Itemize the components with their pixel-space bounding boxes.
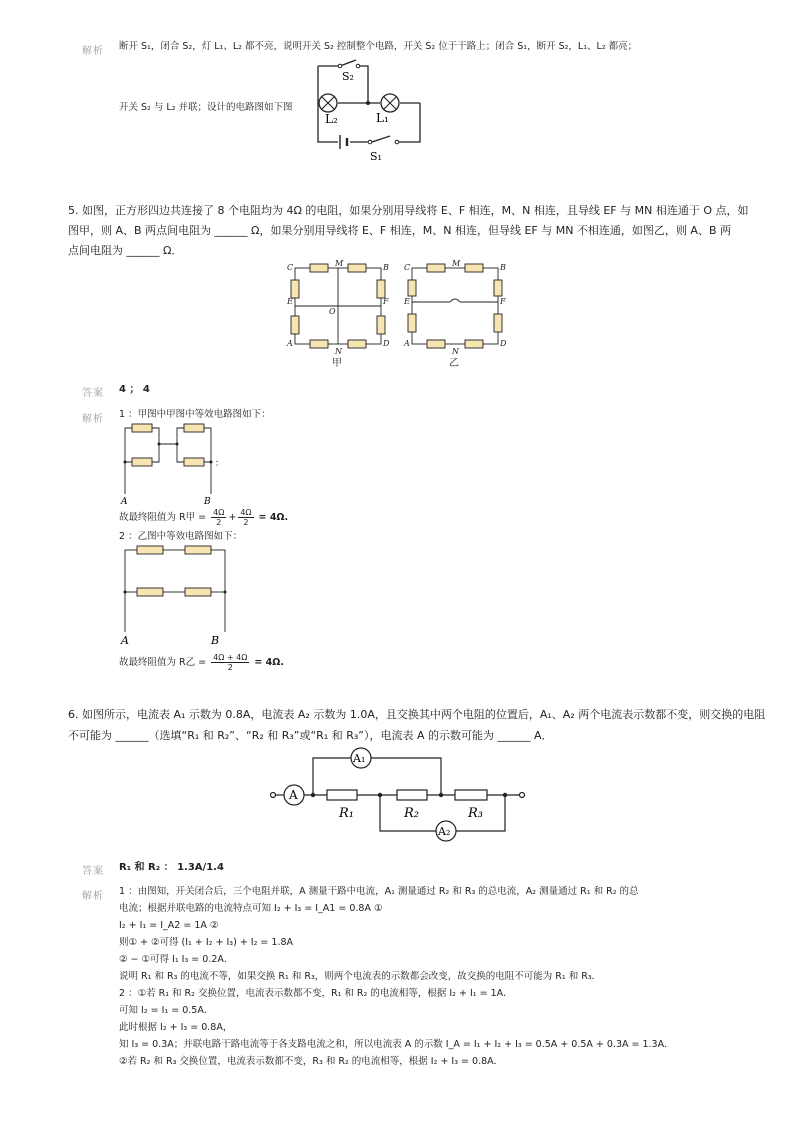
fig-yi-B: B (500, 263, 506, 272)
q5-result-jia-value: = 4Ω. (258, 512, 289, 523)
q5-sol1-text: 1 ：甲图中甲图中等效电路图如下： (119, 409, 271, 420)
q5-answer: 4 ； 4 (119, 384, 150, 395)
q6-sol-line: ②若 R₂ 和 R₃ 交换位置，电流表示数都不变，R₃ 和 R₂ 的电流相等，根据 I₂ + I₃ = 0.8A． (119, 1056, 504, 1067)
q6-line1: 6. 如图所示，电流表 A₁ 示数为 0.8A，电流表 A₂ 示数为 1.0A，且交换其中两个电阻的位置后，A₁、A₂ 两个电流表示数都不变，则交换的电阻 (68, 708, 766, 721)
q6-sol-line: I₂ + I₁ = I_A2 = 1A ② (119, 920, 219, 931)
q6-line2: 不可能为 ______（选填“R₁ 和 R₂”、“R₂ 和 R₃”或“R₁ 和 R₃”），电流表 A 的示数可能为 ______ A． (68, 729, 553, 742)
q6-analysis-tag: 解析 (82, 891, 104, 902)
q5-result-yi (119, 653, 284, 672)
q6-answer-tag: 答案 (82, 866, 104, 877)
equiv1-A: A (121, 497, 128, 507)
equiv2-B: B (211, 634, 220, 647)
label-l2: L₂ (325, 112, 338, 126)
q6-sol-line: 可知 I₂ = I₁ = 0.5A． (119, 1005, 214, 1016)
figure-jia (285, 258, 395, 368)
fraction-3: $\frac{4\Omega + 4\Omega}{2}$ (213, 653, 248, 672)
fig-jia-caption: 甲 (332, 358, 342, 368)
top-analysis-line1: 断开 S₁，闭合 S₂，灯 L₁、L₂ 都不亮，说明开关 S₂ 控制整个电路，开关 S₂ 位于干路上；闭合 S₁，断开 S₂，L₁、L₂ 都亮； (119, 41, 638, 52)
fraction-2: $\frac{4\Omega}{2}$ (240, 508, 252, 527)
q5-answer-tag: 答案 (82, 388, 104, 399)
fig-yi-M: M (452, 259, 461, 268)
q6-sol-line: 此时根据 I₂ + I₃ = 0.8A， (119, 1022, 233, 1033)
q5-result-jia: 故最终阻值为 R甲 = $\frac{4\Omega}{2}$ + $\frac{4\Omega}{2}$ = 4Ω. (119, 508, 289, 527)
fig-jia-D: D (383, 339, 390, 348)
q6-sol-line: 电流；根据并联电路的电流特点可知 I₂ + I₃ = I_A1 = 0.8A ① (119, 903, 383, 914)
fig-jia-E: E (287, 297, 293, 306)
lamp-circuit-diagram (300, 58, 430, 168)
q6-sol-line: 1 ：由图知，开关闭合后，三个电阻并联，A 测量干路中电流，A₁ 测量通过 R₂ 和 R₃ 的总电流，A₂ 测量通过 R₁ 和 R₂ 的总 (119, 886, 639, 897)
ammeter-A1-label: A₁ (353, 752, 366, 765)
fig-jia-N: N (335, 347, 342, 356)
q5-sol2-text: 2 ：乙图中等效电路图如下： (119, 531, 243, 542)
fig-jia-M: M (335, 259, 344, 268)
label-s2: S₂ (342, 70, 354, 83)
q5-line1: 5. 如图，正方形四边共连接了 8 个电阻均为 4Ω 的电阻，如果分别用导线将 E、F 相连，M、N 相连，且导线 EF 与 MN 相连通于 O 点，如 (68, 204, 749, 217)
q6-sol-line: 2 ：①若 R₁ 和 R₂ 交换位置，电流表示数都不变，R₁ 和 R₂ 的电流相等，根据 I₂ + I₁ = 1A． (119, 988, 513, 999)
fig-yi-F: F (500, 297, 506, 306)
resistor-R2-label: R₂ (404, 806, 419, 821)
fraction-1: $\frac{4\Omega}{2}$ (213, 508, 225, 527)
label-s1: S₁ (370, 150, 382, 163)
equiv2-A: A (121, 634, 129, 647)
resistor-R1-label: R₁ (339, 806, 354, 821)
fig-yi-C: C (404, 263, 411, 272)
q5-analysis-tag: 解析 (82, 414, 104, 425)
fig-jia-C: C (287, 263, 294, 272)
fig-yi-caption: 乙 (449, 358, 459, 368)
q6-solution (119, 885, 674, 1072)
fig-jia-A: A (287, 339, 293, 348)
q5-result-yi-prefix: 故最终阻值为 R乙 = (119, 657, 207, 668)
fig-yi-A: A (404, 339, 410, 348)
equiv1-B: B (204, 497, 211, 507)
equiv-circuit-yi (115, 540, 235, 650)
q6-sol-line: 说明 R₁ 和 R₃ 的电流不等，如果交换 R₁ 和 R₃，则两个电流表的示数都会改变，故交换的电阻不可能为 R₁ 和 R₃． (119, 971, 602, 982)
fig-jia-O: O (329, 307, 336, 316)
equiv1-colon: ： (215, 459, 225, 469)
q6-sol-line: 则① + ②可得 (I₁ + I₂ + I₃) + I₂ = 1.8A (119, 937, 294, 948)
figure-yi (402, 258, 512, 368)
ammeter-A-label: A (289, 788, 298, 802)
fig-yi-N: N (452, 347, 459, 356)
q5-result-jia-prefix: 故最终阻值为 R甲 = (119, 512, 207, 523)
equiv-circuit-jia (115, 422, 225, 510)
ammeter-A2-label: A₂ (438, 825, 451, 838)
top-analysis-line2: 开关 S₂ 与 L₂ 并联；设计的电路图如下图 (119, 102, 293, 113)
label-l1: L₁ (376, 111, 389, 125)
q6-sol-line: 知 I₃ = 0.3A；并联电路干路电流等于各支路电流之和，所以电流表 A 的示数 I_A = I₁ + I₂ + I₃ = 0.5A + 0.5A + 0.3A = 1.3A． (119, 1039, 674, 1050)
resistor-R3-label: R₃ (468, 806, 483, 821)
ammeter-circuit-diagram (265, 745, 535, 845)
q5-result-yi-value: = 4Ω. (254, 657, 284, 668)
fig-yi-E: E (404, 297, 410, 306)
fig-jia-B: B (383, 263, 389, 272)
q5-line3: 点间电阻为 ______ Ω． (68, 244, 183, 257)
q6-sol-line: ② − ①可得 I₁ I₃ = 0.2A． (119, 954, 234, 965)
q5-line2: 图甲，则 A、B 两点间电阻为 ______ Ω，如果分别用导线将 E、F 相连，M、N 相连，但导线 EF 与 MN 不相连通，如图乙，则 A、B 两 (68, 224, 731, 237)
fig-jia-F: F (383, 297, 389, 306)
q6-answer: R₁ 和 R₂ ： 1.3A/1.4 (119, 862, 224, 873)
fig-yi-D: D (500, 339, 507, 348)
analysis-tag: 解析 (82, 46, 104, 57)
